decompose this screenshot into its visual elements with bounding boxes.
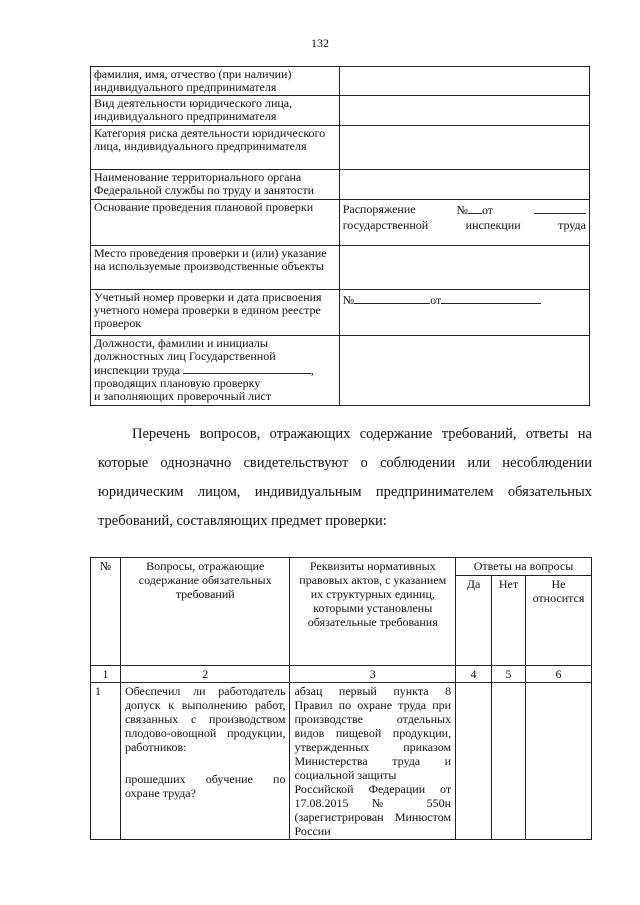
info-label-officials: Должности, фамилии и инициалы должностных лиц Государственной инспекции труда , проводящих плановую проверку и заполняющих проверочный лист — [91, 336, 340, 406]
table-row — [91, 67, 590, 96]
basis-word-number: № — [456, 203, 468, 217]
info-value-activity-type[interactable] — [339, 96, 589, 126]
basis-word-state: государственной — [342, 218, 429, 232]
header-answers: Ответы на вопросы — [456, 558, 592, 576]
table-row — [91, 683, 592, 840]
table-header-row — [91, 558, 592, 576]
header-no: Нет — [492, 576, 526, 666]
answer-yes-cell[interactable] — [456, 683, 492, 840]
question-requisites: абзац первый пункта 8 Правил по охране труда при производстве отдельных видов пищевой продукции, утвержденных приказом Министерства труда и социальной защиты Российской Федерации от 17.08.2015 № 550н (зарегистрирован Минюстом России — [290, 683, 456, 840]
col-number-6: 6 — [525, 666, 591, 683]
basis-word-labor: труда — [558, 218, 586, 232]
table-row — [91, 96, 590, 126]
column-number-row — [91, 666, 592, 683]
basis-word-from: от — [481, 203, 494, 217]
answer-no-cell[interactable] — [492, 683, 526, 840]
reg-word-number: № — [342, 293, 355, 307]
page-number: 132 — [311, 36, 329, 50]
table-row — [91, 246, 590, 290]
basis-word-order: Распоряжение — [342, 202, 416, 216]
col-number-4: 4 — [456, 666, 492, 683]
question-text: Обеспечил ли работодатель допуск к выполнению работ, связанных с производством плодово-овощной продукции, работников: прошедших обучение по охране труда? — [120, 683, 290, 840]
info-label-territorial-body: Наименование территориального органа Федеральной службы по труду и занятости — [91, 170, 340, 200]
table-row — [91, 126, 590, 170]
header-not-applicable: Не относится — [525, 576, 591, 666]
info-value-officials[interactable] — [339, 336, 589, 406]
col-number-5: 5 — [492, 666, 526, 683]
col-number-2: 2 — [120, 666, 290, 683]
info-label-registration-number: Учетный номер проверки и дата присвоения учетного номера проверки в едином реестре проверок — [91, 290, 340, 336]
col-number-1: 1 — [91, 666, 121, 683]
info-value-inspection-place[interactable] — [339, 246, 589, 290]
info-label-activity-type: Вид деятельности юридического лица, индивидуального предпринимателя — [91, 96, 340, 126]
questions-intro-paragraph: Перечень вопросов, отражающих содержание требований, ответы на которые однозначно свидетельствуют о соблюдении или несоблюдении юридическим лицом, индивидуальным предпринимателем обязательных требований, составляющих предмет проверки: — [98, 426, 592, 529]
info-value-owner-name[interactable] — [339, 67, 589, 96]
info-value-territorial-body[interactable] — [339, 170, 589, 200]
header-questions: Вопросы, отражающие содержание обязательных требований — [120, 558, 290, 666]
inspection-info-table — [90, 66, 590, 406]
info-label-inspection-place: Место проведения проверки и (или) указание на используемые производственные объекты — [91, 246, 340, 290]
info-label-risk-category: Категория риска деятельности юридического лица, индивидуального предпринимателя — [91, 126, 340, 170]
header-yes: Да — [456, 576, 492, 666]
header-number: № — [91, 558, 121, 666]
basis-word-inspection: инспекции — [465, 218, 521, 232]
table-row — [91, 170, 590, 200]
table-row — [91, 336, 590, 406]
reg-word-from: от — [430, 293, 442, 307]
info-label-inspection-basis: Основание проведения плановой проверки — [91, 200, 340, 246]
questions-table — [90, 557, 592, 840]
info-value-registration-number[interactable] — [339, 290, 589, 336]
header-requisites: Реквизиты нормативных правовых актов, с указанием их структурных единиц, которыми установлены обязательные требования — [290, 558, 456, 666]
info-label-owner-name: фамилия, имя, отчество (при наличии) индивидуального предпринимателя — [91, 67, 340, 96]
info-value-risk-category[interactable] — [339, 126, 589, 170]
info-value-inspection-basis[interactable] — [339, 200, 589, 246]
table-row — [91, 200, 590, 246]
answer-not-applicable-cell[interactable] — [525, 683, 591, 840]
table-row — [91, 290, 590, 336]
col-number-3: 3 — [290, 666, 456, 683]
question-number: 1 — [91, 683, 121, 840]
